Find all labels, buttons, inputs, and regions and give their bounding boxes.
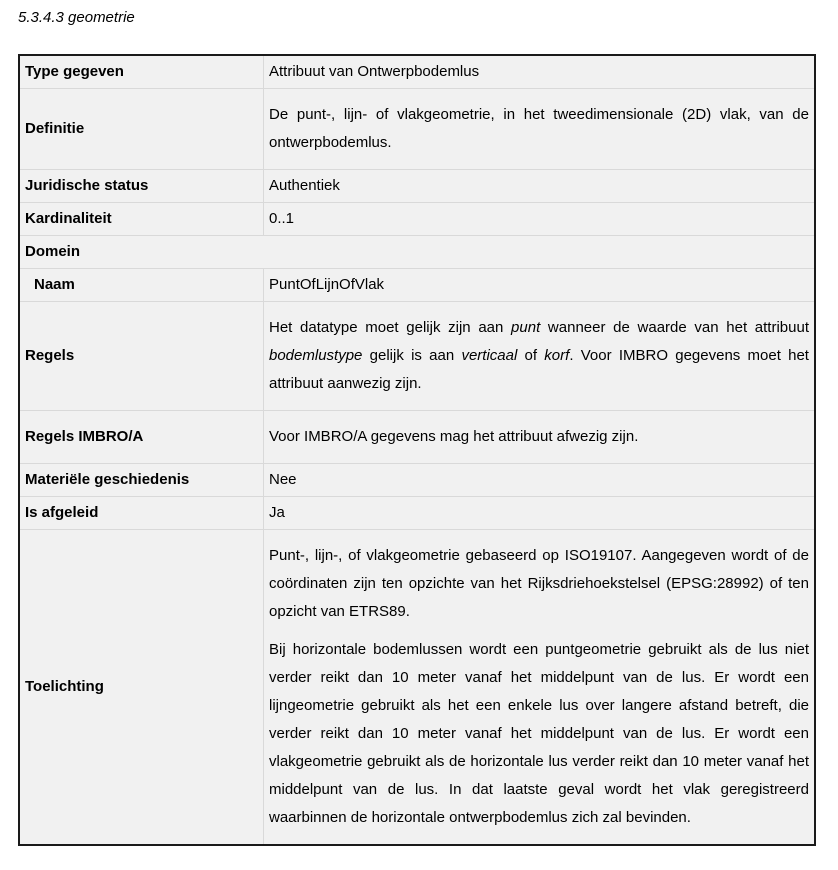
row-label: Materiële geschiedenis [25, 471, 190, 488]
text-segment: Voor IMBRO/A gegevens mag het attribuut afwezig zijn. [269, 428, 639, 445]
row-value-cell [264, 464, 816, 497]
row-label-cell [19, 170, 264, 203]
row-label-cell [19, 411, 264, 464]
row-label-cell [19, 464, 264, 497]
text-segment: gelijk is aan [362, 347, 462, 364]
row-value-cell [264, 530, 816, 846]
row-label-cell [19, 269, 264, 302]
section-title: 5.3.4.3 geometrie [18, 9, 135, 26]
italic-term: korf [544, 347, 570, 364]
row-value-cell [264, 497, 816, 530]
row-label-cell [19, 89, 264, 170]
attribute-spec-table [18, 54, 816, 846]
row-value: 0..1 [269, 210, 295, 227]
table-row [19, 464, 815, 497]
row-value-cell [264, 89, 816, 170]
row-label: Definitie [25, 120, 85, 137]
text-segment: . Voor IMBRO gegevens moet het attribuut aanwezig zijn. [269, 347, 809, 392]
row-value-cell [264, 411, 816, 464]
row-value-paragraph [269, 636, 809, 832]
text-segment: wanneer de waarde van het attribuut [540, 319, 809, 336]
row-value-cell [264, 269, 816, 302]
row-value-cell [264, 302, 816, 411]
row-label: Kardinaliteit [25, 210, 112, 227]
text-segment: of [517, 347, 545, 364]
table-row [19, 89, 815, 170]
row-value-paragraph [269, 542, 809, 626]
row-label: Regels IMBRO/A [25, 428, 144, 445]
row-label: Is afgeleid [25, 504, 99, 521]
text-segment: Het datatype moet gelijk zijn aan [269, 319, 512, 336]
row-value: Authentiek [269, 177, 340, 194]
attribute-spec-table-body [19, 55, 815, 845]
row-label: Regels [25, 347, 75, 364]
row-label: Domein [25, 243, 81, 260]
table-row [19, 497, 815, 530]
row-label: Toelichting [25, 678, 104, 695]
row-label: Type gegeven [25, 63, 124, 80]
row-value: Ja [269, 504, 285, 521]
row-label-cell [19, 302, 264, 411]
row-label-cell [19, 55, 264, 89]
row-value-cell [264, 170, 816, 203]
row-value-cell [264, 55, 816, 89]
row-label: Naam [34, 276, 75, 293]
italic-term: verticaal [461, 347, 518, 364]
table-row [19, 236, 815, 269]
text-segment: De punt-, lijn- of vlakgeometrie, in het tweedimensionale (2D) vlak, van de ontwerpbodemlus. [269, 106, 809, 151]
table-row [19, 55, 815, 89]
row-label-cell [19, 497, 264, 530]
text-segment: Bij horizontale bodemlussen wordt een puntgeometrie gebruikt als de lus niet verder reikt dan 10 meter vanaf het middelpunt van de lus. Er wordt een lijngeometrie gebruikt als het een enkele lus over langere afstand betreft, die verder reikt dan 10 meter vanaf het middelpunt van de lus. Er wordt een vlakgeometrie gebruikt als de horizontale lus verder reikt dan 10 meter vanaf het middelpunt van de lus. In dat laatste geval wordt het vlak geregistreerd waarbinnen de horizontale ontwerpbodemlus zich zal bevinden. [269, 641, 809, 826]
row-value-paragraph [269, 423, 809, 451]
row-value: Attribuut van Ontwerpbodemlus [269, 63, 480, 80]
row-value-paragraph [269, 101, 809, 157]
text-segment: Punt-, lijn-, of vlakgeometrie gebaseerd op ISO19107. Aangegeven wordt of de coördinaten zijn ten opzichte van het Rijksdriehoekstelsel (EPSG:28992) of ten opzicht van ETRS89. [269, 547, 809, 620]
italic-term: punt [511, 319, 541, 336]
table-row [19, 269, 815, 302]
row-label: Juridische status [25, 177, 149, 194]
table-row [19, 411, 815, 464]
italic-term: bodemlustype [269, 347, 363, 364]
row-label-cell [19, 236, 815, 269]
table-row [19, 203, 815, 236]
table-row [19, 170, 815, 203]
row-value: Nee [269, 471, 297, 488]
row-value: PuntOfLijnOfVlak [269, 276, 385, 293]
table-row [19, 302, 815, 411]
row-label-cell [19, 530, 264, 846]
table-row [19, 530, 815, 846]
row-label-cell [19, 203, 264, 236]
row-value-paragraph [269, 314, 809, 398]
row-value-cell [264, 203, 816, 236]
